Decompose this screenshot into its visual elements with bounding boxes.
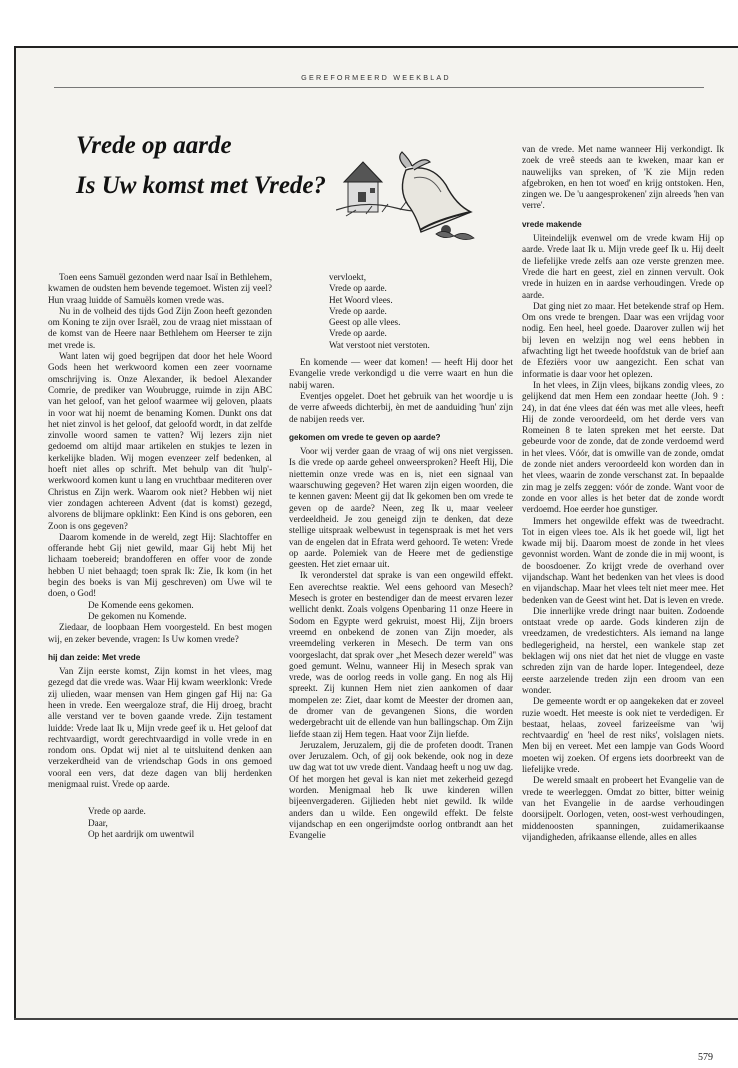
verse-line: De gekomen nu Komende. [88, 610, 187, 621]
article-title [76, 126, 326, 206]
verse-line: De Komende eens gekomen. [88, 599, 194, 610]
subheading: hij dan zeide: Met vrede [48, 652, 141, 662]
christmas-bell-house-icon [336, 150, 486, 250]
running-header: GEREFORMEERD WEEKBLAD [301, 73, 451, 82]
paragraph: Want laten wij goed begrijpen dat door het hele Woord Gods heen het werkwoord komen een zeer voorname omschrijving is. Onze Alexander, ik bedoel Alexander Comrie, de prediker van Woubrugge, ruimde in zijn ABC van het geloof, van het geloof waarmee wij geloven, plaats in voor wat hij noemt de benaming Komen. Dunkt ons dat het niet zinvol is het geloof, dat geloofd wordt, in dat zelfde zinvolle woord samen te vatten? Wij lezers zijn niet gedoemd om altijd maar artikelen en stukjes te lezen in kerkelijke bladen. Wij mogen evenzeer zelf bedenken, al hoeft niet alles op schrift. Met behulp van dit 'hulp'-werkwoord komen kunt u lang en vruchtbaar mediteren over Christus en Zijn werk. Waarom ook niet? Hebben wij niet vier zondagen achtereen Advent (dat is komst) gezegd, alvorens de blijmare opklinkt: Een Kind is ons geboren, een Zoon is ons gegeven? [48, 351, 272, 531]
paragraph: Nu in de volheid des tijds God Zijn Zoon heeft gezonden om Koning te zijn over Israël, zou de vraag niet misstaan of de komst van de Heere naar Bethlehem om Heerser te zijn met vrede is. [48, 305, 272, 350]
poem-line: Vrede op aarde. [88, 806, 146, 817]
poem-line: Vrede op aarde. [329, 328, 387, 339]
paragraph: Die innerlijke vrede dringt naar buiten. Zodoende ontstaat vrede op aarde. Gods kinderen zijn de vreedzamen, de vredestichters. Als iemand na lange bedlegerigheid, na herstel, een wankele stap zet beklagen wij ons niet dat het niet de vlugge en vaste schreden zijn van de harde loper. Integendeel, deze eerste aarzelende treden zijn een droom van een wonder. [522, 605, 724, 695]
paragraph: En komende — weer dat komen! — heeft Hij door het Evangelie vrede verkondigd u die verre waart en hun die nabij waren. [289, 357, 513, 390]
poem-line: Het Woord vlees. [329, 294, 393, 305]
paragraph: Toen eens Samuël gezonden werd naar Isaï in Bethlehem, kwamen de oudsten hem bevende tegemoet. Wisten zij veel? Hun vraag luidde of Samuëls komen vrede was. [48, 272, 272, 305]
poem-line: Geest op alle vlees. [329, 317, 401, 328]
paragraph: Dat ging niet zo maar. Het betekende straf op Hem. Om ons vrede te brengen. Daar was een vrijdag voor nodig. Een heel, heel goede. Daarover zullen wij het bij leven en welzijn nog wel eens hebben in afwachting ligt het tweede hoofdstuk van de brief aan de Efeziërs voor uw aangezicht. Een schat van informatie is daar voor het oplezen. [522, 300, 724, 379]
header-rule [54, 87, 704, 88]
left-border [14, 46, 16, 1020]
paragraph: De gemeente wordt er op aangekeken dat er zoveel ruzie woedt. Het meeste is ook niet te verdedigen. Er bestaat, helaas, zoveel farizeeïsme van 'wij rechtvaardig' en 'heel de rest niks', volslagen niets. Men bij en vereet. Met een lampje van Gods Woord moeten wij zoeken. Of ergens iets doorbreekt van de liefelijke vrede. [522, 696, 724, 775]
poem-line: Vrede op aarde. [329, 305, 387, 316]
poem-line: vervloekt, [329, 272, 366, 282]
column-3 [522, 144, 724, 843]
paragraph: Voor wij verder gaan de vraag of wij ons niet vergissen. Is die vrede op aarde geheel onweersproken? Heeft Hij, Die niettemin onze vrede was en is, niet een signaal van waarschuwing gegeven? Het waren zijn eigen woorden, die te kennen gaven: Meent gij dat Ik gekomen ben om vrede te geven op de aarde? Neen, zeg Ik u, maar veeleer verdeeldheid. Je zou geneigd zijn te denken, dat deze stellige uitspraak welbewust in tegenspraak is met het vers van de engelen dat in Efrata werd gehoord. Te weten: Vrede op aarde. Polemiek van de Heere met de gedienstige geesten. Het ziet ernaar uit. [289, 446, 513, 570]
column-2 [289, 272, 513, 842]
paragraph: Ik veronderstel dat sprake is van een ongewild effekt. Een averechtse reaktie. Wel eens gehoord van Mesech? Mesech is groter en bestendiger dan de meest ervaren lezer wellicht denkt. Zoals volgens Openbaring 11 onze Heere in Sodom en Egypte werd gekruist, moest Hij, Zijn broers vreemd en onbekend de zonen van Zijn moeder, als vreemdeling verkeren in Mesech. De term van ons voorgeslacht, dat sprak over „het Mesech dezer wereld" was goed gemunt. Welnu, wanneer Hij in Mesech sprak van vrede, was de oorlog reeds in volle gang. En nog als Hij spreekt. Zij kunnen Hem niet zien aankomen of daar mompelen ze: Ziet, daar komt de Meester der dromen aan, de dromer van de gevangenen Sions, die worden wedergebracht uit de ellende van hun ballingschap. Om Zijn liefde staan zij Hem tegen. Haat voor Zijn liefde. [289, 570, 513, 739]
paragraph: Eventjes opgelet. Doet het gebruik van het woordje u is de verre afweeds dichterbij, èn met de aanduiding 'hun' zijn de nabijen reeds ver. [289, 390, 513, 424]
paragraph: van de vrede. Met name wanneer Hij verkondigt. Ik zoek de vreê steeds aan te kweken, maar kan er nauwelijks van spreken, of 'K zie Mijn reden afgebroken, en hen tot woed' en krijg ontstoken. Hen, zingen we. De 'u aangesprokenen' zijn alreeds 'hen van verre'. [522, 144, 724, 211]
paragraph: Daarom komende in de wereld, zegt Hij: Slachtoffer en offerande hebt Gij niet gewild, maar Gij hebt Mij het lichaam toebereid; brandofferen en offer voor de zonde hebben U niet behaagd; toen sprak Ik: Zie, Ik kom (in het begin des boeks is van Mij geschreven) om Uwe wil te doen, o God! [48, 531, 272, 599]
bottom-border [14, 1018, 738, 1020]
poem-line: Daar, [88, 817, 108, 828]
paragraph: Van Zijn eerste komst, Zijn komst in het vlees, mag gezegd dat die vrede was. Waar Hij kwam weerklonk: Vrede zij ulieden, waar mensen van Hem gingen gaf Hij na: Ga heen in vrede. Een weergaloze straf, die Hij droeg, bracht alle verstand ver te boven gaande vrede. Zijn testament luidde: Vrede laat Ik u, Mijn vrede geef ik u. Het geloof dat rechtvaardigt, wordt gerechtvaardigd in volle vrede in en rondom ons. Opdat wij niet al te uitsluitend denken aan verzekerdheid van de vriendschap Gods in ons gemoed vooral een vers, dat deze dagen van blij herdenken menigmaal ruist. Vrede op aarde. [48, 666, 272, 790]
paragraph: Ziedaar, de loopbaan Hem voorgesteld. En best mogen wij, en zeker bevende, vragen: Is Uw komen vrede? [48, 622, 272, 644]
title-line-1: Vrede op aarde [76, 132, 232, 159]
column-1 [48, 272, 272, 845]
magazine-page [14, 46, 738, 1063]
top-border [14, 46, 738, 48]
subheading: vrede makende [522, 219, 582, 229]
poem [329, 272, 513, 351]
poem-line: Wat verstoot niet verstoten. [329, 339, 430, 350]
poem-line: Vrede op aarde. [329, 283, 387, 294]
subheading: gekomen om vrede te geven op aarde? [289, 432, 441, 442]
poem [88, 806, 272, 840]
page-number: 579 [698, 1052, 713, 1063]
paragraph: De wereld smaalt en probeert het Evangelie van de vrede te weerleggen. Omdat zo bitter, bitter weinig van het Evangelie in de aardse verhoudingen doorsijpelt. Oorlogen, veten, oost-west verhoudingen, middenoosten spanningen, zuidamerikaanse vijandigheden, afrikaanse ellende, alles en alles [522, 775, 724, 842]
title-line-2: Is Uw komst met Vrede? [76, 172, 327, 199]
paragraph: Uiteindelijk evenwel om de vrede kwam Hij op aarde. Vrede laat Ik u. Mijn vrede geef Ik u. Hij deelt de liefelijke vrede zelfs aan oze verste grenzen mee. Vrede die hart en geest, ziel en zinnen vervult. Ook vrede in huizen en in aardse verhoudingen. Vrede op aarde. [522, 233, 724, 300]
poem-line: Op het aardrijk om uwentwil [88, 828, 195, 839]
paragraph: In het vlees, in Zijn vlees, bijkans zondig vlees, zo gelijkend dat men Hem een zondaar heette (Joh. 9 : 24), in dat éne vlees dat één was met alle vlees, heeft Hij de zonde veroordeeld, om het derde vers van Romeinen 8 te laten spreken met het eerste. Dat gebeurde voor de zonde, dat de zonde verdoemd werd in het vlees. Vóór, dat is omwille van de zonde, omdat de zonde niet anders veroordeeld kon worden dan in het vlees, waarin de zonde verschanst zat. In bepaalde zin mag je zelfs zeggen: vóór de zonde. Want voor de zonde en voor alles is het beter dat de zonde wordt verdoemd. Hoe eerder hoe gunstiger. [522, 379, 724, 515]
paragraph: Immers het ongewilde effekt was de tweedracht. Tot in eigen vlees toe. Als ik het goede wil, ligt het kwade mij bij. Daarom moest de zonde in het vlees gevonnist worden. Want de zonde die in mij woont, is de boosdoener. Zo krijgt vrede de overhand over vijandschap. Want het bedenken van het vlees is dood en vijandschap. Maar het vlees telt niet meer mee. Het bedenken van de Geest wint het. Dat is leven en vrede. [522, 515, 724, 605]
paragraph: Jeruzalem, Jeruzalem, gij die de profeten doodt. Tranen over Jeruzalem. Och, of gij ook bekende, ook nog in deze uw dag wat tot uw vrede dient. Vandaag heeft u nog uw dag. Of het morgen het geval is kan niet met zekerheid gezegd worden. Menigmaal heb Ik uwe kinderen willen bijeenvergaderen. Gijlieden hebt niet gewild. Ik wilde anders dan u wilde. Een ongewild effekt. De felste vijandschap en een ongerijmdste oorlog ontbrandt aan het Evangelie [289, 739, 513, 841]
